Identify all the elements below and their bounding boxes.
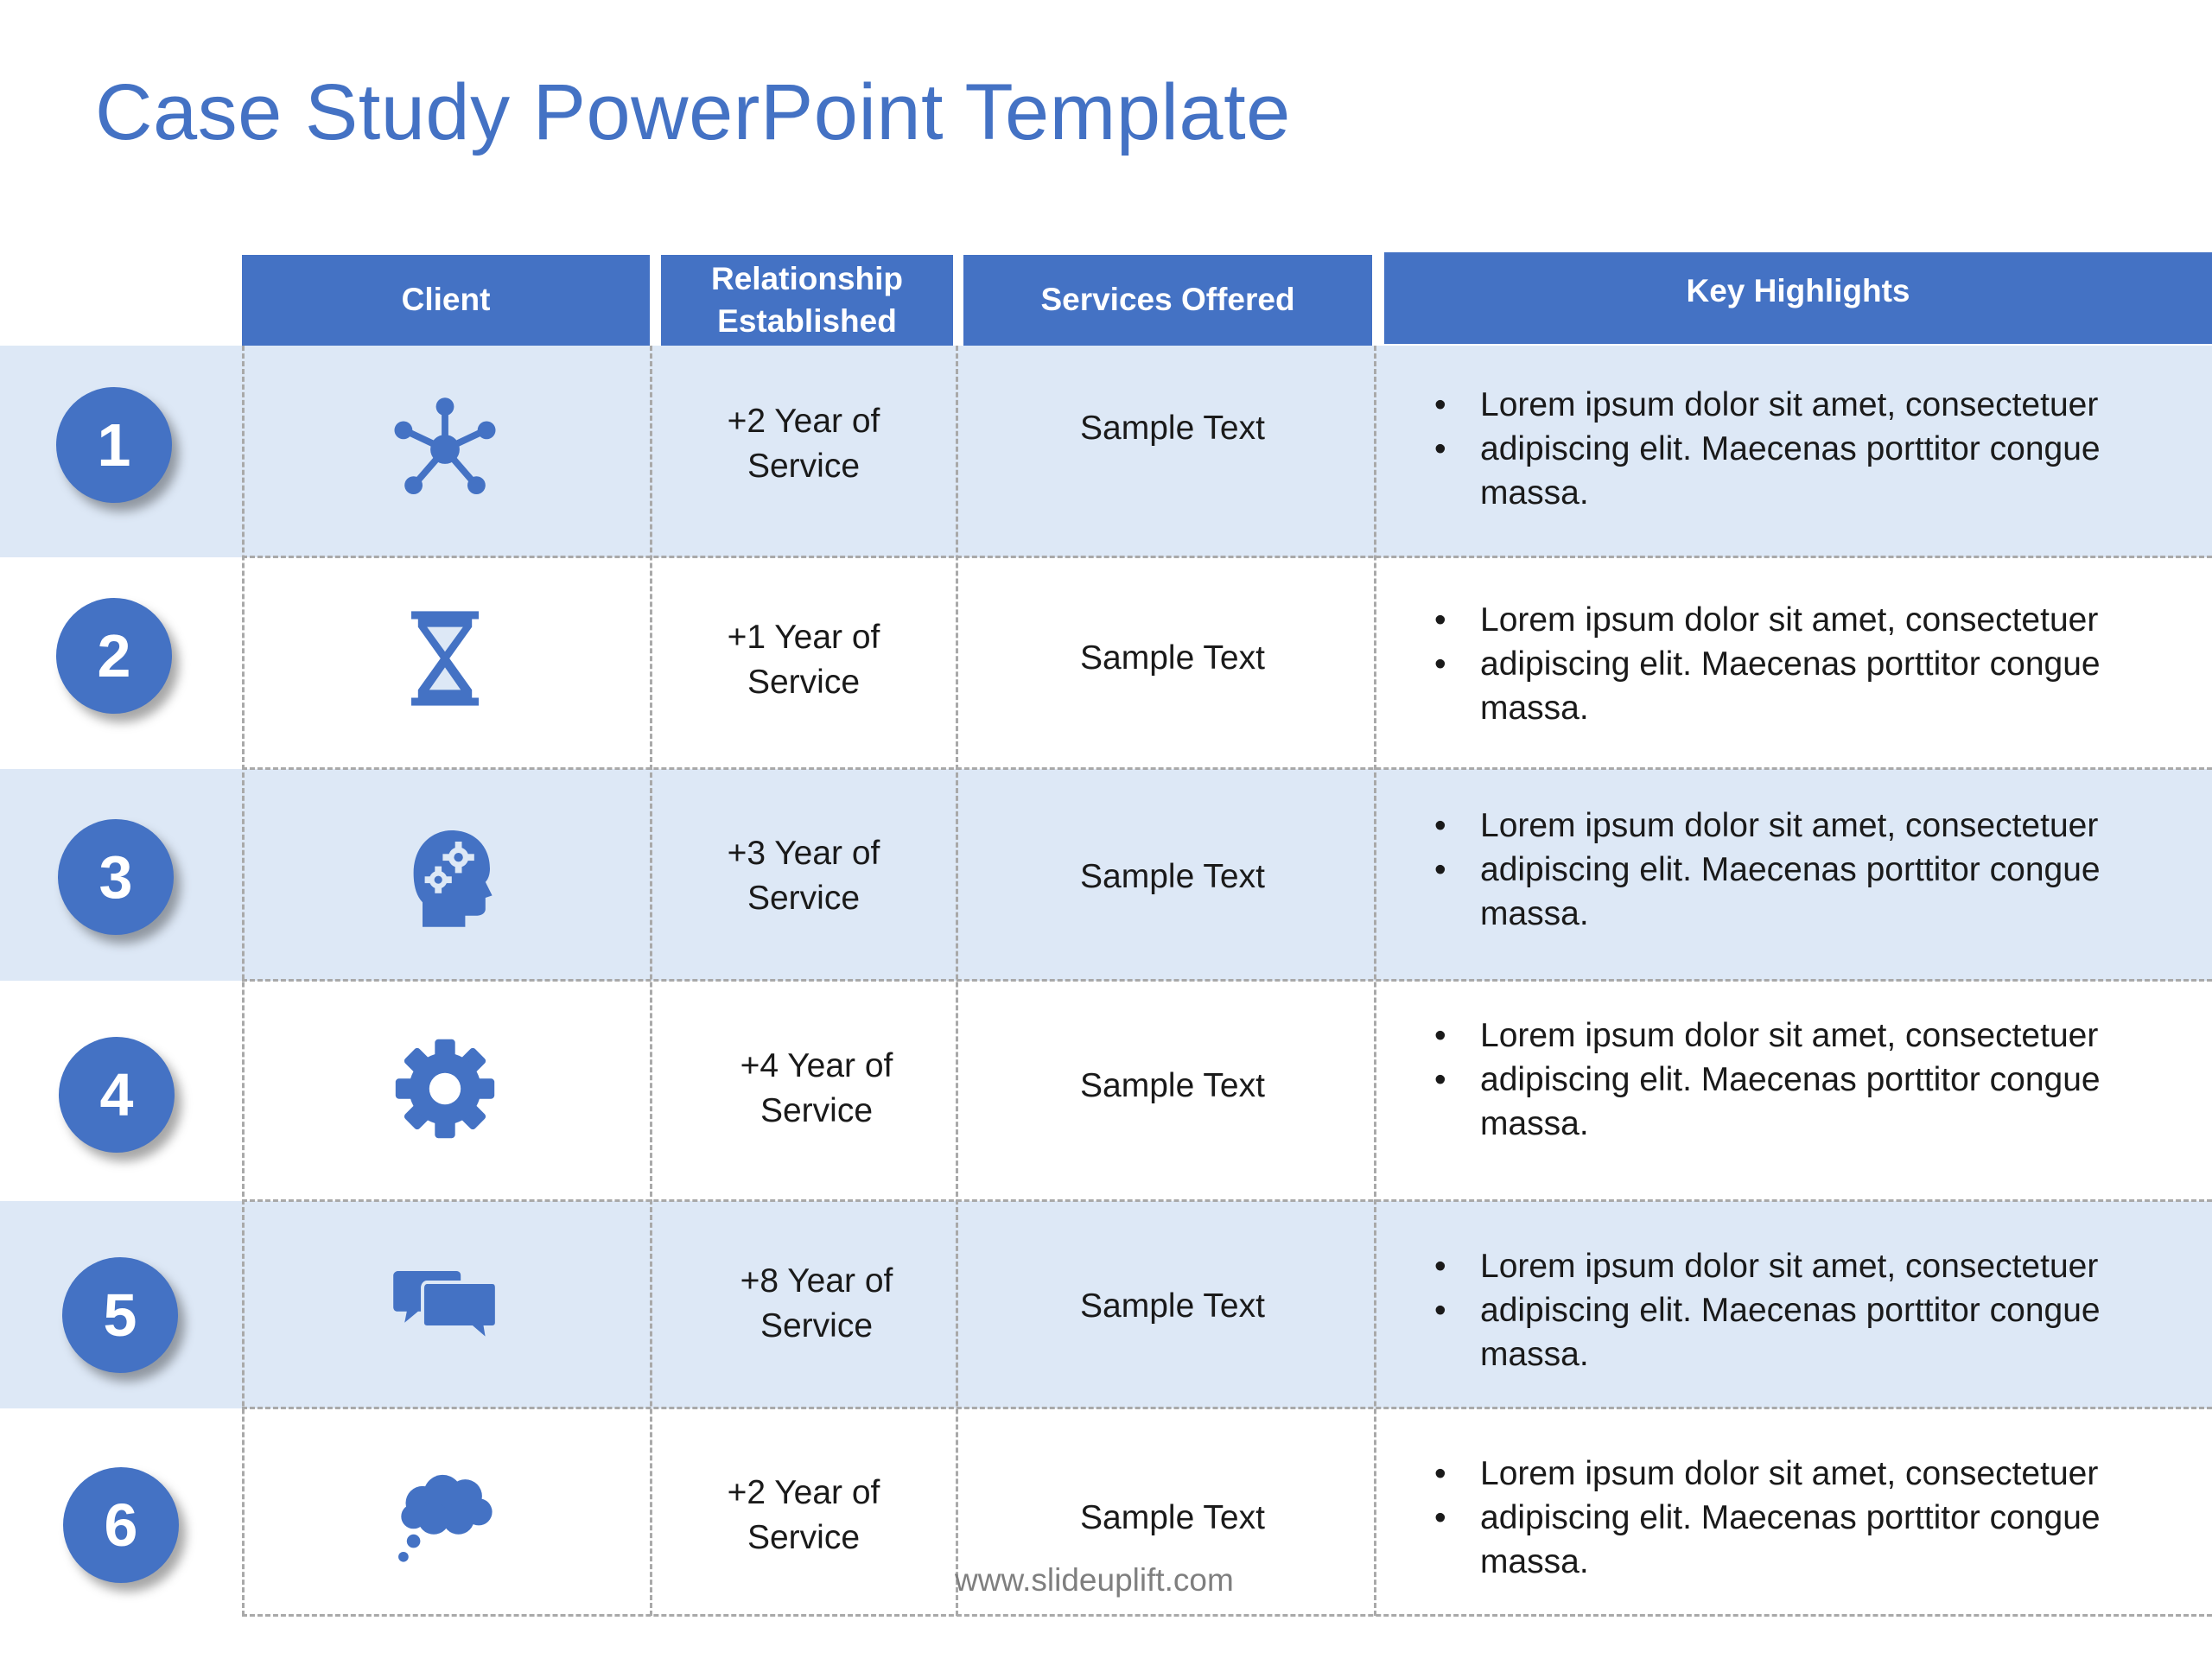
highlight-bullet: • Lorem ipsum dolor sit amet, consectetuer <box>1434 1244 2195 1288</box>
header-client <box>242 255 650 346</box>
highlight-continuation: massa. <box>1480 474 1589 512</box>
slide-title: Case Study PowerPoint Template <box>95 68 1291 156</box>
row-number-badge: 6 <box>63 1467 179 1583</box>
relationship-years-line1: +4 Year of <box>740 1047 893 1084</box>
chat-bubbles-icon <box>389 1249 501 1361</box>
relationship-years-line1: +3 Year of <box>727 835 880 872</box>
relationship-years-line1: +8 Year of <box>740 1262 893 1300</box>
highlight-bullet: • Lorem ipsum dolor sit amet, consectetuer <box>1434 804 2195 848</box>
relationship-years <box>657 831 950 921</box>
services-offered: Sample Text <box>1080 1499 1265 1536</box>
header-highlights <box>1384 252 2212 344</box>
highlight-bullet: • Lorem ipsum dolor sit amet, consectetuer <box>1434 598 2195 642</box>
footer-url: www.slideuplift.com <box>955 1562 1234 1598</box>
services-offered: Sample Text <box>1080 639 1265 677</box>
highlight-bullet: • adipiscing elit. Maecenas porttitor congue <box>1434 427 2195 471</box>
hourglass-icon <box>389 602 501 715</box>
highlight-continuation: massa. <box>1480 1543 1589 1580</box>
relationship-years-line2: Service <box>747 880 861 917</box>
header-services <box>963 255 1372 346</box>
header-client-label: Client <box>401 282 491 318</box>
highlight-bullet: • Lorem ipsum dolor sit amet, consectetuer <box>1434 1014 2195 1058</box>
services-offered: Sample Text <box>1080 410 1265 447</box>
highlight-bullet: • adipiscing elit. Maecenas porttitor congue <box>1434 1058 2195 1102</box>
key-highlights <box>1434 383 2195 515</box>
key-highlights <box>1434 1014 2195 1146</box>
key-highlights <box>1434 1244 2195 1376</box>
relationship-years-line1: +1 Year of <box>727 619 880 656</box>
header-relationship-line2: Established <box>717 302 897 339</box>
head-gears-icon <box>389 819 501 931</box>
relationship-years <box>670 1044 963 1134</box>
grid-line <box>242 346 245 1616</box>
highlight-bullet: • Lorem ipsum dolor sit amet, consectetuer <box>1434 383 2195 427</box>
relationship-years-line2: Service <box>747 1519 861 1556</box>
grid-line <box>242 1199 2212 1202</box>
relationship-years-line2: Service <box>747 448 861 485</box>
header-services-label: Services Offered <box>1040 282 1295 318</box>
highlight-continuation: massa. <box>1480 690 1589 727</box>
relationship-years-line1: +2 Year of <box>727 403 880 440</box>
relationship-years-line1: +2 Year of <box>727 1474 880 1511</box>
highlight-bullet: • Lorem ipsum dolor sit amet, consectetuer <box>1434 1452 2195 1496</box>
grid-line <box>242 556 2212 558</box>
relationship-years <box>657 615 950 705</box>
highlight-bullet: • adipiscing elit. Maecenas porttitor congue <box>1434 848 2195 892</box>
services-offered: Sample Text <box>1080 858 1265 895</box>
relationship-years <box>670 1259 963 1349</box>
highlight-continuation: massa. <box>1480 1336 1589 1373</box>
header-relationship-line1: Relationship <box>710 261 904 297</box>
relationship-years <box>657 1471 950 1560</box>
row-number-badge: 2 <box>56 598 172 714</box>
grid-line <box>242 979 2212 982</box>
header-highlights-label: Key Highlights <box>1686 272 1910 308</box>
highlight-bullet: • adipiscing elit. Maecenas porttitor congue <box>1434 642 2195 686</box>
highlight-continuation: massa. <box>1480 1105 1589 1142</box>
key-highlights <box>1434 1452 2195 1584</box>
header-relationship <box>661 255 953 346</box>
key-highlights <box>1434 598 2195 730</box>
highlight-continuation: massa. <box>1480 895 1589 932</box>
relationship-years-line2: Service <box>760 1092 874 1129</box>
relationship-years <box>657 399 950 489</box>
thought-bubble-icon <box>389 1460 501 1573</box>
key-highlights <box>1434 804 2195 936</box>
row-number-badge: 5 <box>62 1257 178 1373</box>
grid-line <box>650 346 652 1616</box>
row-number-badge: 4 <box>59 1037 175 1153</box>
network-icon <box>389 393 501 505</box>
grid-line <box>956 346 958 1616</box>
gear-icon <box>389 1033 501 1145</box>
row-number-badge: 3 <box>58 819 174 935</box>
row-number-badge: 1 <box>56 387 172 503</box>
grid-line <box>242 1407 2212 1409</box>
highlight-bullet: • adipiscing elit. Maecenas porttitor congue <box>1434 1496 2195 1540</box>
services-offered: Sample Text <box>1080 1287 1265 1325</box>
highlight-bullet: • adipiscing elit. Maecenas porttitor congue <box>1434 1288 2195 1332</box>
grid-line <box>242 1614 2212 1617</box>
relationship-years-line2: Service <box>760 1307 874 1344</box>
grid-line <box>1374 346 1376 1616</box>
services-offered: Sample Text <box>1080 1067 1265 1104</box>
grid-line <box>242 767 2212 770</box>
relationship-years-line2: Service <box>747 664 861 701</box>
